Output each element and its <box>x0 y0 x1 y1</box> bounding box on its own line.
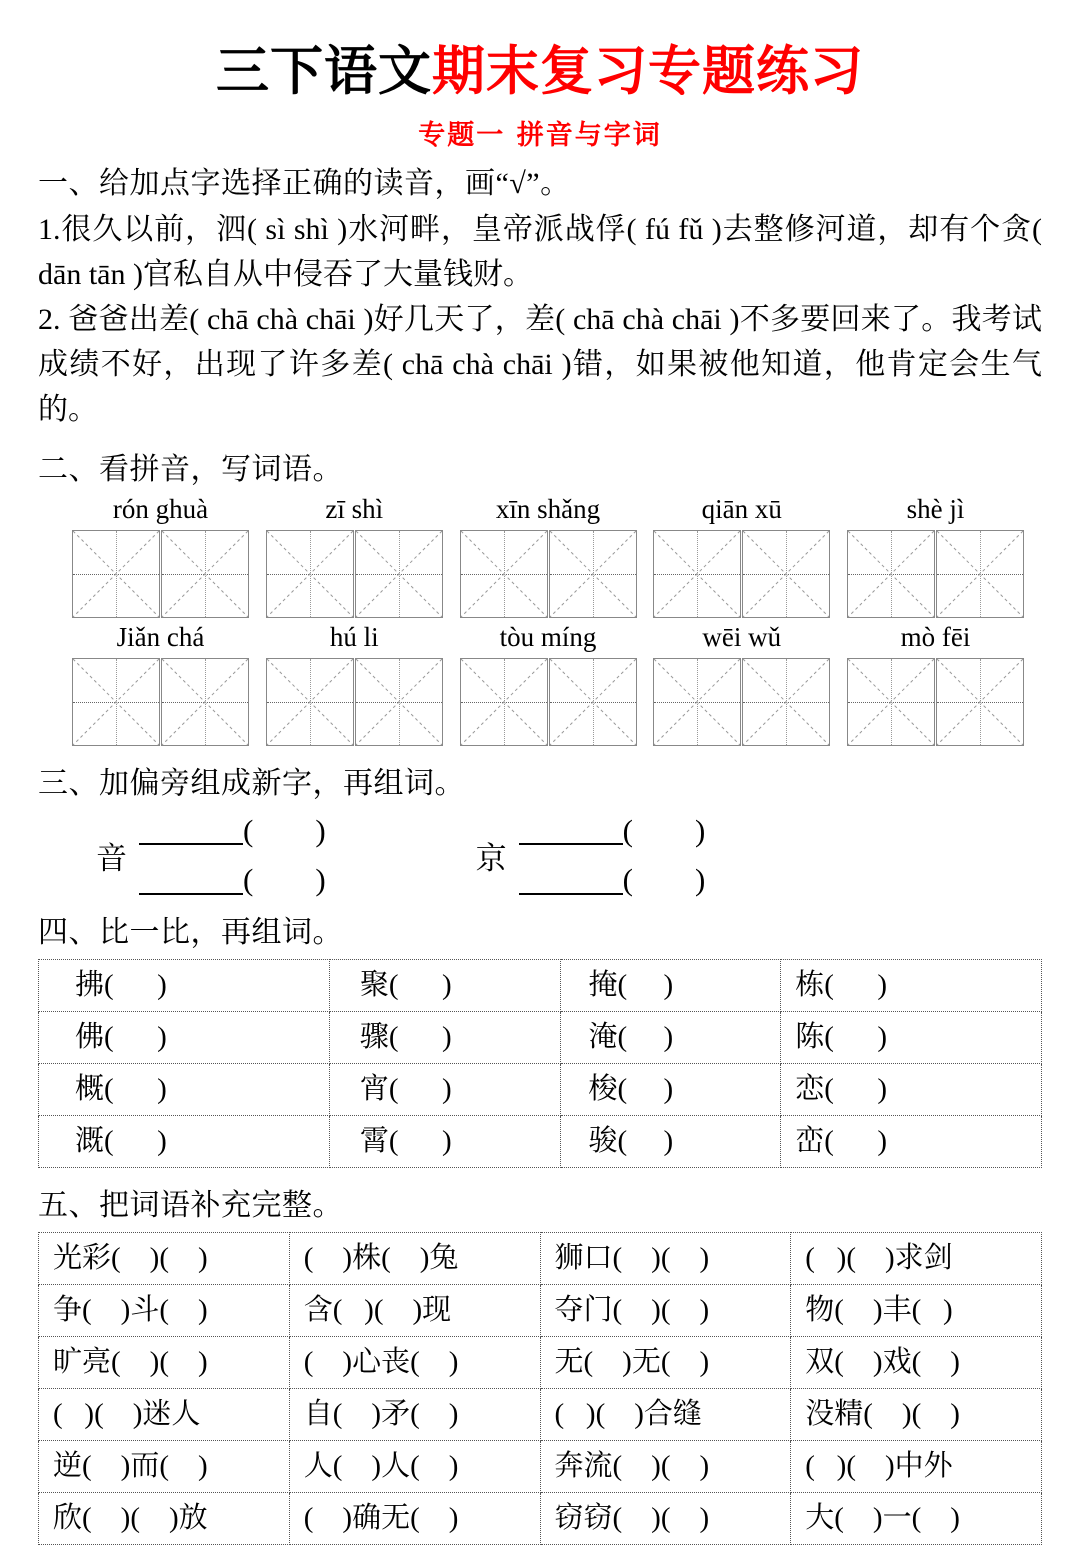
table-cell[interactable]: ( )确无( ) <box>289 1492 540 1544</box>
section1-item-2: 2. 爸爸出差( chā chà chāi )好几天了，差( chā chà chāi )不多要回来了。我考试成绩不好，出现了许多差( chā chà chāi )错，如果被他知道，他肯定会生气的。 <box>38 302 1042 426</box>
answer-paren[interactable]: ( ) <box>243 812 326 848</box>
table-cell[interactable]: 峦( ) <box>781 1115 1042 1167</box>
answer-paren[interactable]: ( ) <box>622 812 706 848</box>
table-cell[interactable]: 奔流( )( ) <box>540 1440 791 1492</box>
table-cell[interactable]: 骤( ) <box>329 1011 560 1063</box>
table-cell[interactable]: 含( )( )现 <box>289 1284 540 1336</box>
tianzige-cell[interactable] <box>161 658 249 746</box>
table-cell[interactable]: 窃窃( )( ) <box>540 1492 791 1544</box>
tianzige-cell[interactable] <box>549 658 637 746</box>
tianzige-cell[interactable] <box>355 658 443 746</box>
tianzige-group <box>266 494 443 618</box>
table-cell[interactable]: 人( )人( ) <box>289 1440 540 1492</box>
pinyin-label: mò fēi <box>900 621 971 652</box>
table-cell[interactable]: ( )( )迷人 <box>39 1388 290 1440</box>
table-row <box>39 959 1042 1011</box>
worksheet-page <box>0 42 1080 1568</box>
tianzige-row-2 <box>38 622 1042 746</box>
pinyin-label: xīn shǎng <box>495 493 601 524</box>
table-cell[interactable]: 霄( ) <box>329 1115 560 1167</box>
page-subtitle: 专题一 拼音与字词 <box>418 120 662 152</box>
table-cell[interactable]: 概( ) <box>39 1063 330 1115</box>
pinyin-label: hú li <box>329 621 379 652</box>
table-cell[interactable]: ( )( )求剑 <box>791 1232 1042 1284</box>
radical-answer-row <box>139 862 326 898</box>
table-cell[interactable]: 掩( ) <box>560 959 781 1011</box>
tianzige-boxes <box>847 658 1024 746</box>
tianzige-cell[interactable] <box>266 530 354 618</box>
table-cell[interactable]: 旷亮( )( ) <box>39 1336 290 1388</box>
tianzige-group <box>847 622 1024 746</box>
table-cell[interactable]: 争( )斗( ) <box>39 1284 290 1336</box>
tianzige-section <box>38 494 1042 746</box>
table-row <box>39 1115 1042 1167</box>
tianzige-cell[interactable] <box>161 530 249 618</box>
radical-base-char: 音 <box>96 840 127 876</box>
page-title <box>38 42 1042 101</box>
tianzige-cell[interactable] <box>72 530 160 618</box>
table-cell[interactable]: 宵( ) <box>329 1063 560 1115</box>
table-cell[interactable]: ( )( )合缝 <box>540 1388 791 1440</box>
tianzige-group <box>847 494 1024 618</box>
table-cell[interactable]: 拂( ) <box>39 959 330 1011</box>
pinyin-label: Jiǎn chá <box>116 621 205 652</box>
tianzige-cell[interactable] <box>742 658 830 746</box>
table-cell[interactable]: 淹( ) <box>560 1011 781 1063</box>
tianzige-boxes <box>847 530 1024 618</box>
table-row <box>39 1440 1042 1492</box>
answer-blank[interactable] <box>139 819 243 845</box>
pinyin-label: rón ghuà <box>112 493 209 524</box>
tianzige-cell[interactable] <box>936 658 1024 746</box>
title-black-text: 三下语文 <box>216 41 432 102</box>
table-cell[interactable]: 夺门( )( ) <box>540 1284 791 1336</box>
section1-item-1: 1.很久以前，泗( sì shì )水河畔，皇帝派战俘( fú fǔ )去整修河道，却有个贪( dān tān )官私自从中侵吞了大量钱财。 <box>38 212 1042 291</box>
pinyin-label: shè jì <box>906 493 965 524</box>
table-cell[interactable]: 没精( )( ) <box>791 1388 1042 1440</box>
tianzige-group <box>72 622 249 746</box>
table-cell[interactable]: 栋( ) <box>781 959 1042 1011</box>
answer-paren[interactable]: ( ) <box>243 862 326 898</box>
table-cell[interactable]: ( )( )中外 <box>791 1440 1042 1492</box>
answer-paren[interactable]: ( ) <box>622 862 706 898</box>
table-cell[interactable]: 自( )矛( ) <box>289 1388 540 1440</box>
table-row <box>39 1492 1042 1544</box>
table-row <box>39 1232 1042 1284</box>
table-cell[interactable]: 双( )戏( ) <box>791 1336 1042 1388</box>
answer-blank[interactable] <box>519 819 623 845</box>
table-row <box>39 1063 1042 1115</box>
table-cell[interactable]: 梭( ) <box>560 1063 781 1115</box>
tianzige-cell[interactable] <box>460 658 548 746</box>
table-cell[interactable]: 欣( )( )放 <box>39 1492 290 1544</box>
table-cell[interactable]: 聚( ) <box>329 959 560 1011</box>
tianzige-cell[interactable] <box>847 530 935 618</box>
table-cell[interactable]: 大( )一( ) <box>791 1492 1042 1544</box>
table-cell[interactable]: ( )株( )兔 <box>289 1232 540 1284</box>
table-row <box>39 1011 1042 1063</box>
section3-heading: 三、加偏旁组成新字，再组词。 <box>38 766 465 800</box>
section2-heading: 二、看拼音，写词语。 <box>38 452 343 486</box>
table-cell[interactable]: 溉( ) <box>39 1115 330 1167</box>
tianzige-group <box>266 622 443 746</box>
tianzige-boxes <box>460 658 637 746</box>
section4-heading: 四、比一比，再组词。 <box>38 915 343 949</box>
tianzige-cell[interactable] <box>266 658 354 746</box>
tianzige-group <box>460 622 637 746</box>
tianzige-row-1 <box>38 494 1042 618</box>
tianzige-cell[interactable] <box>847 658 935 746</box>
answer-blank[interactable] <box>139 869 243 895</box>
table-row <box>39 1336 1042 1388</box>
answer-blank[interactable] <box>519 869 623 895</box>
section1-heading: 一、给加点字选择正确的读音，画“√”。 <box>38 167 571 201</box>
table-cell[interactable]: 陈( ) <box>781 1011 1042 1063</box>
radical-answer-row <box>139 812 326 848</box>
tianzige-cell[interactable] <box>653 530 741 618</box>
table-cell[interactable]: 无( )无( ) <box>540 1336 791 1388</box>
title-red-text: 期末复习专题练习 <box>432 41 864 102</box>
pinyin-label: qiān xū <box>701 493 782 524</box>
pinyin-label: wēi wǔ <box>702 621 782 652</box>
table-cell[interactable]: 恋( ) <box>781 1063 1042 1115</box>
tianzige-group <box>653 494 830 618</box>
table-cell[interactable]: ( )心丧( ) <box>289 1336 540 1388</box>
tianzige-cell[interactable] <box>936 530 1024 618</box>
idiom-completion-table <box>38 1232 1042 1545</box>
tianzige-group <box>460 494 637 618</box>
radical-exercise <box>38 812 1042 898</box>
tianzige-boxes <box>653 658 830 746</box>
tianzige-boxes <box>72 530 249 618</box>
tianzige-group <box>653 622 830 746</box>
tianzige-cell[interactable] <box>742 530 830 618</box>
radical-answer-row <box>519 862 706 898</box>
table-row <box>39 1388 1042 1440</box>
compare-words-table <box>38 959 1042 1168</box>
table-cell[interactable]: 骏( ) <box>560 1115 781 1167</box>
radical-item <box>475 812 706 898</box>
tianzige-cell[interactable] <box>549 530 637 618</box>
table-cell[interactable]: 逆( )而( ) <box>39 1440 290 1492</box>
table-cell[interactable]: 光彩( )( ) <box>39 1232 290 1284</box>
section5-heading: 五、把词语补充完整。 <box>38 1188 343 1222</box>
pinyin-label: zī shì <box>325 493 384 524</box>
table-cell[interactable]: 佛( ) <box>39 1011 330 1063</box>
tianzige-cell[interactable] <box>653 658 741 746</box>
radical-base-char: 京 <box>475 840 507 876</box>
tianzige-boxes <box>460 530 637 618</box>
pinyin-label: tòu míng <box>499 621 597 652</box>
tianzige-group <box>72 494 249 618</box>
tianzige-boxes <box>266 658 443 746</box>
radical-item <box>96 812 326 898</box>
tianzige-cell[interactable] <box>460 530 548 618</box>
tianzige-cell[interactable] <box>72 658 160 746</box>
tianzige-boxes <box>72 658 249 746</box>
tianzige-boxes <box>266 530 443 618</box>
table-cell[interactable]: 狮口( )( ) <box>540 1232 791 1284</box>
tianzige-cell[interactable] <box>355 530 443 618</box>
tianzige-boxes <box>653 530 830 618</box>
table-row <box>39 1284 1042 1336</box>
radical-answer-row <box>519 812 706 848</box>
table-cell[interactable]: 物( )丰( ) <box>791 1284 1042 1336</box>
